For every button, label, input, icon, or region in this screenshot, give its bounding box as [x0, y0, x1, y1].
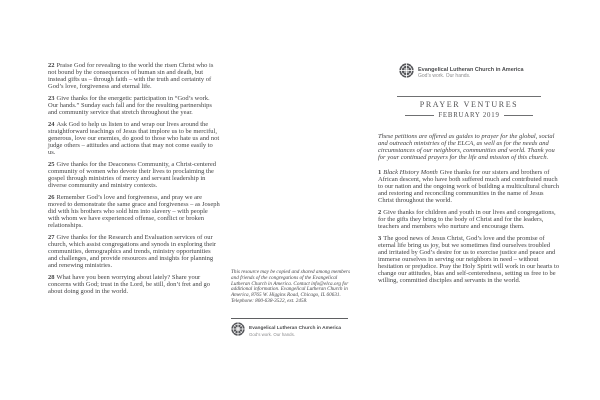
elca-emblem-icon: [399, 63, 414, 83]
issue-left-dash: [405, 115, 434, 116]
prayer-item-number: 22: [48, 62, 55, 69]
prayer-item-text: Remember God’s love and forgiveness, and pray we are moved to demonstrate the same grace and forgiveness – as Joseph did with his brothers who sold him into slavery – with people with whom we have experienced offense, conflict or broken relationships.: [48, 194, 220, 229]
prayer-item-2: [378, 209, 560, 230]
prayer-item-text: The good news of Jesus Christ, God’s love and the promise of eternal life bring us joy, but we sometimes find ourselves troubled and irritated by God’s desire for us to exercise justice and peace and immerse ourselves in serving our neighbors in need – without hesitation or prejudice. Pray the Holy Spirit will work in our hearts to change our attitudes, bias and self-centeredness, setting us free to be willing, committed disciples and servants in the world.: [378, 235, 560, 284]
prayer-item-number: 2: [378, 209, 382, 216]
brand-name: Evangelical Lutheran Church in America: [418, 66, 524, 73]
prayer-item-text: What have you been worrying about lately? Share your concerns with God; trust in the Lord, be still, don’t fret and go about doing good in the world.: [48, 274, 210, 295]
masthead: [378, 96, 560, 119]
prayer-item-text: Give thanks for children and youth in our lives and congregations, for the gifts they bring to the body of Christ and for the leaders, teachers and members who nurture and encourage them.: [378, 209, 556, 230]
prayer-item-text: Give thanks for the energetic participation in “God’s work. Our hands.” Sunday each fall and for the resulting partnerships and community service that stretch throughout the year.: [48, 95, 212, 116]
issue-date: FEBRUARY 2019: [438, 111, 500, 119]
prayer-item-text: Ask God to help us listen to and wrap our lives around the straightforward teachings of Jesus that implore us to be merciful, generous, love our enemies, do good to those who hate us and not judge others – attitudes and actions that may not come easily to us.: [48, 121, 220, 156]
page-title: PRAYER VENTURES: [419, 100, 519, 109]
issue-row: [378, 112, 560, 119]
prayer-item-lead: Black History Month: [383, 169, 438, 176]
prayer-item-23: [48, 95, 220, 116]
prayer-item-text: Give thanks for our sisters and brothers of African descent, who have both suffered much and contributed much to our nation and the ongoing work of building a multicultural church and restoring and reconciling communities in the name of Jesus Christ throughout the world.: [378, 169, 560, 204]
prayer-item-number: 1: [378, 169, 382, 176]
prayer-item-27: [48, 234, 220, 269]
prayer-item-text: Praise God for revealing to the world the risen Christ who is not bound by the consequences of human sin and death, but instead gifts us – through faith – with the truth and certainty of God’s love, forgiveness and eternal life.: [48, 62, 214, 90]
prayer-item-number: 3: [378, 235, 382, 242]
prayer-item-number: 24: [48, 121, 55, 128]
prayer-item-25: [48, 161, 220, 189]
prayer-item-28: [48, 274, 220, 295]
prayer-item-number: 28: [48, 274, 55, 281]
prayer-item-text: Give thanks for the Deaconess Community, a Christ-centered community of women who devote their lives to proclaiming the gospel through ministries of mercy and servant leadership in diverse community and ministry contexts.: [48, 161, 217, 189]
intro-paragraph: These petitions are offered as guides to prayer for the global, social and outreach ministries of the ELCA, as well as for the needs and circumstances of our neighbors, communities and world. Thank you for your continued prayers for the life and mission of this church.: [378, 133, 555, 161]
issue-right-dash: [504, 115, 533, 116]
prayer-item-22: [48, 62, 220, 90]
elca-logo-middle: [231, 322, 341, 341]
prayer-item-1: [378, 169, 560, 204]
elca-logo-cover: [399, 63, 524, 83]
middle-divider-rule: [231, 318, 348, 319]
brand-tagline: God’s work. Our hands.: [249, 332, 296, 338]
prayer-item-number: 25: [48, 161, 55, 168]
cover-text-column: [378, 133, 560, 284]
copyright-column: [231, 270, 353, 305]
elca-emblem-icon: [231, 322, 245, 341]
prayer-item-text: Give thanks for the Research and Evaluation services of our church, which assist congregations and synods in exploring their communities, demographics and trends, ministry opportunities and challenges, and provide resources and insights for planning and renewing ministries.: [48, 234, 217, 269]
prayer-list-column: [48, 62, 220, 295]
brand-name: Evangelical Lutheran Church in America: [249, 325, 342, 331]
prayer-item-26: [48, 194, 220, 229]
prayer-item-number: 26: [48, 194, 55, 201]
prayer-item-number: 23: [48, 95, 55, 102]
copyright-notice: This resource may be copied and shared among members and friends of the congregations of the Evangelical Lutheran Church in America. Contact info@elca.org for additional information. Evangelical Lutheran Church in America, 8765 W. Higgins Road, Chicago, IL 60631. Telephone: 800-638-3522, ext. 2458.: [231, 269, 351, 304]
brand-tagline: God’s work. Our hands.: [418, 72, 471, 79]
prayer-item-3: [378, 235, 560, 284]
prayer-item-number: 27: [48, 234, 55, 241]
masthead-top-rule: [397, 96, 541, 97]
prayer-item-24: [48, 121, 220, 156]
